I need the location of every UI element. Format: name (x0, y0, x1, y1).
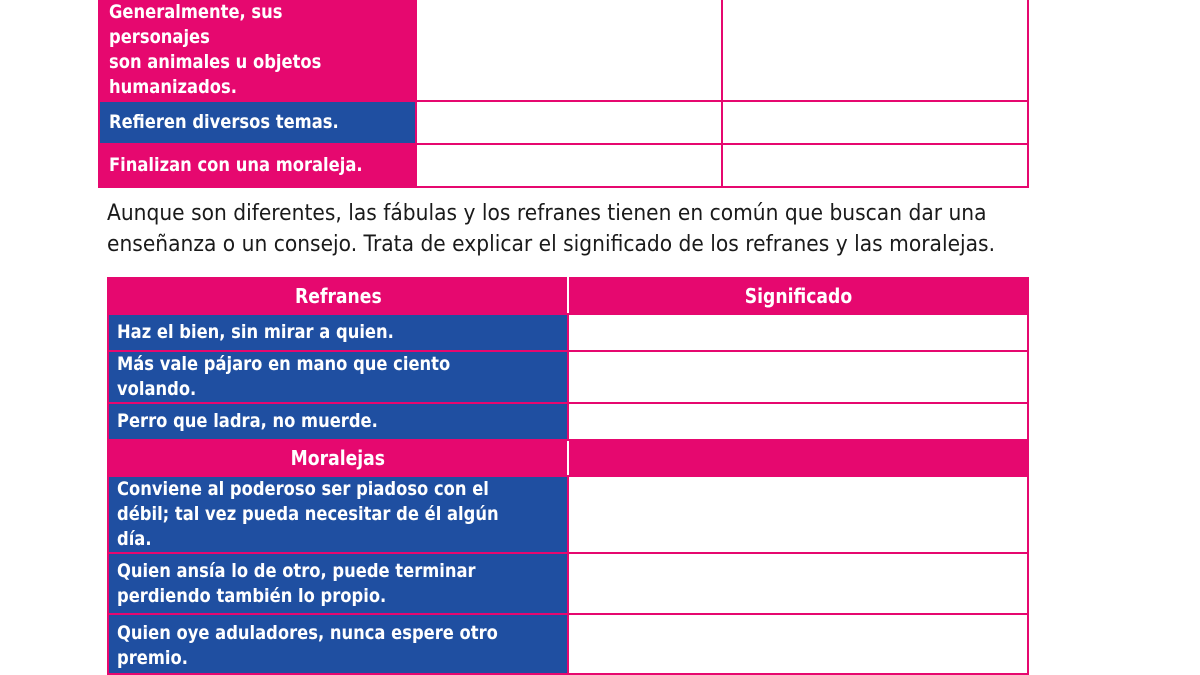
characteristic-text: Refieren diversos temas. (109, 111, 339, 133)
moral-cell (108, 614, 568, 674)
section-header-blank (568, 440, 1028, 476)
characteristic-cell (99, 0, 416, 101)
table-row (99, 101, 1028, 144)
table-row (108, 476, 1028, 553)
proverb-text: Haz el bien, sin mirar a quien. (117, 321, 394, 343)
table-row (99, 0, 1028, 101)
characteristic-cell (99, 144, 416, 187)
characteristic-cell (99, 101, 416, 144)
proverb-cell (108, 403, 568, 440)
answer-cell[interactable] (722, 144, 1028, 187)
moral-text: Conviene al poderoso ser piadoso con el débil; tal vez pueda necesitar de él algún día. (117, 478, 499, 550)
characteristics-table (98, 0, 1029, 188)
moral-text: Quien oye aduladores, nunca espere otro premio. (117, 622, 498, 669)
moral-cell (108, 553, 568, 614)
answer-cell[interactable] (416, 0, 722, 101)
table-header-row (108, 440, 1028, 476)
characteristic-text: Generalmente, sus personajes son animales u objetos humanizados. (109, 1, 322, 98)
table-header-row (108, 278, 1028, 314)
answer-cell[interactable] (722, 101, 1028, 144)
proverb-cell (108, 314, 568, 351)
moral-cell (108, 476, 568, 553)
table-row (108, 351, 1028, 403)
instruction-line: Aunque son diferentes, las fábulas y los refranes tienen en común que buscan dar una (107, 201, 987, 226)
meaning-cell[interactable] (568, 351, 1028, 403)
table-row (108, 614, 1028, 674)
proverb-text: Más vale pájaro en mano que ciento volando. (117, 353, 451, 400)
table-row (108, 553, 1028, 614)
characteristic-text: Finalizan con una moraleja. (109, 154, 363, 176)
proverbs-table (107, 277, 1029, 675)
section-header-moralejas: Moralejas (108, 440, 568, 476)
answer-cell[interactable] (416, 144, 722, 187)
column-header-significado: Significado (568, 278, 1028, 314)
moral-text: Quien ansía lo de otro, puede terminar perdiendo también lo propio. (117, 559, 476, 607)
table-row (108, 403, 1028, 440)
instruction-line: enseñanza o un consejo. Trata de explicar el significado de los refranes y las moralejas. (107, 232, 996, 257)
meaning-cell[interactable] (568, 476, 1028, 553)
column-header-refranes: Refranes (108, 278, 568, 314)
meaning-cell[interactable] (568, 314, 1028, 351)
instruction-paragraph (107, 198, 1027, 260)
table-row (108, 314, 1028, 351)
proverb-text: Perro que ladra, no muerde. (117, 410, 378, 432)
answer-cell[interactable] (416, 101, 722, 144)
meaning-cell[interactable] (568, 403, 1028, 440)
meaning-cell[interactable] (568, 553, 1028, 614)
meaning-cell[interactable] (568, 614, 1028, 674)
answer-cell[interactable] (722, 0, 1028, 101)
proverb-cell (108, 351, 568, 403)
table-row (99, 144, 1028, 187)
